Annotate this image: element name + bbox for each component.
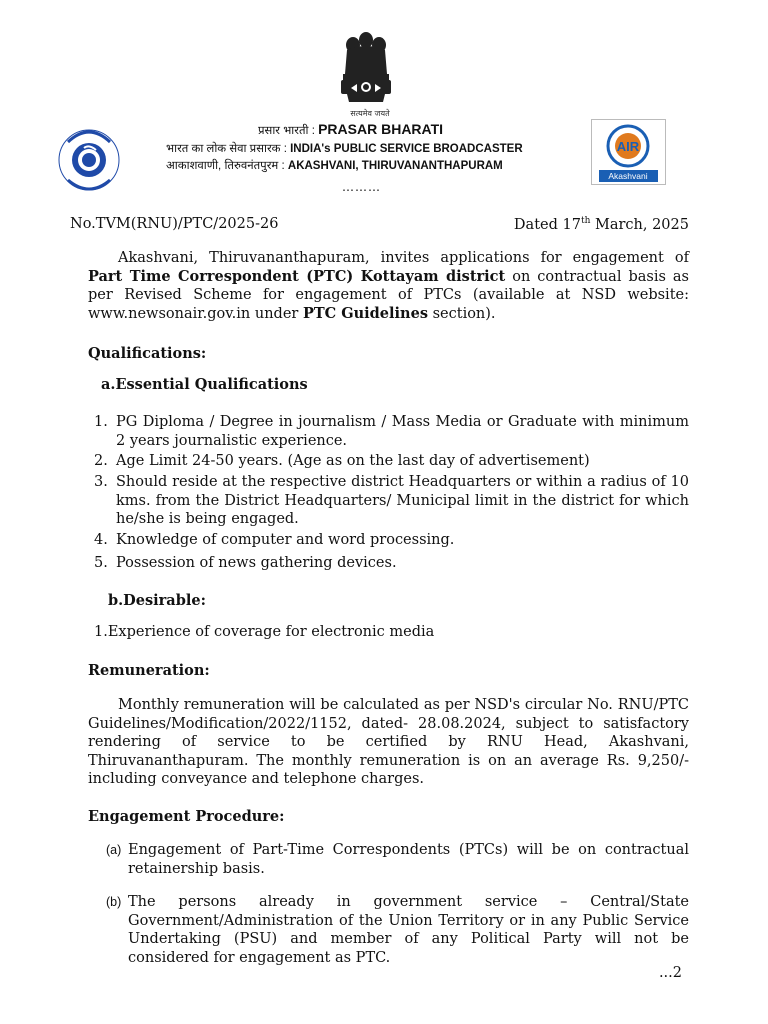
- header-line-1: [258, 121, 443, 138]
- essential-qualifications-heading: a.Essential Qualifications: [101, 376, 308, 393]
- remuneration-paragraph: Monthly remuneration will be calculated as per NSD's circular No. RNU/PTC Guidelines/Modification/2022/1152, dated- 28.08.2024, subject to satisfactory rendering of service to be certified by RNU Head, Akashvani, Thiruvananthapuram. The monthly remuneration is on an average Rs. 9,250/- including conveyance and telephone charges.: [88, 697, 689, 787]
- list-item: 2. Age Limit 24-50 years. (Age as on the last day of advertisement): [94, 453, 590, 469]
- list-item: (a) Engagement of Part-Time Correspondents (PTCs) will be on contractual retainership basis.: [106, 842, 689, 877]
- national-emblem: [333, 28, 399, 110]
- header-line-1-english: PRASAR BHARATI: [318, 121, 444, 137]
- desirable-heading: b.Desirable:: [108, 592, 206, 609]
- header-line-2-english: INDIA's PUBLIC SERVICE BROADCASTER: [290, 143, 523, 155]
- page-continuation-marker: ...2: [658, 965, 682, 981]
- list-item: 4. Knowledge of computer and word processing.: [94, 532, 455, 548]
- list-item: 5. Possession of news gathering devices.: [94, 555, 397, 571]
- document-date: Dated 17th March, 2025: [513, 216, 689, 233]
- list-item: 1. PG Diploma / Degree in journalism / Mass Media or Graduate with minimum 2 years journalistic experience.: [94, 414, 689, 449]
- header-line-2: [166, 141, 523, 156]
- header-dots: ………: [342, 180, 381, 194]
- header-line-2-hindi: भारत का लोक सेवा प्रसारक :: [166, 143, 287, 155]
- engagement-heading: Engagement Procedure:: [88, 808, 285, 825]
- header-line-3-english: AKASHVANI, THIRUVANANTHAPURAM: [287, 160, 503, 172]
- desirable-item: 1.Experience of coverage for electronic media: [94, 624, 435, 640]
- reference-number: No.TVM(RNU)/PTC/2025-26: [70, 216, 279, 232]
- emblem-motto: सत्यमेव जयते: [350, 109, 390, 118]
- akashvani-caption: Akashvani: [608, 171, 648, 181]
- header-line-3: [166, 158, 503, 173]
- prasar-bharati-logo: [54, 124, 124, 196]
- header-line-1-hindi: प्रसार भारती :: [258, 125, 315, 137]
- list-item: (b) The persons already in government service – Central/State Government/Administration of the Union Territory or in any Public Service Undertaking (PSU) and member of any Political Party will not be considered for engagement as PTC.: [106, 894, 689, 966]
- qualifications-heading: Qualifications:: [88, 345, 207, 362]
- akashvani-logo: [591, 119, 666, 185]
- intro-paragraph: Akashvani, Thiruvananthapuram, invites applications for engagement of Part Time Correspondent (PTC) Kottayam district on contractual basis as per Revised Scheme for engagement of PTCs (available at NSD website: www.newsonair.gov.in under PTC Guidelines section).: [88, 250, 689, 322]
- air-mark: AIR: [616, 139, 640, 154]
- list-item: 3. Should reside at the respective district Headquarters or within a radius of 10 kms. from the District Headquarters/ Municipal limit in the district for which he/she is being engaged.: [94, 474, 689, 527]
- header-line-3-hindi: आकाशवाणी, तिरुवनंतपुरम :: [166, 160, 285, 172]
- remuneration-heading: Remuneration:: [88, 662, 210, 679]
